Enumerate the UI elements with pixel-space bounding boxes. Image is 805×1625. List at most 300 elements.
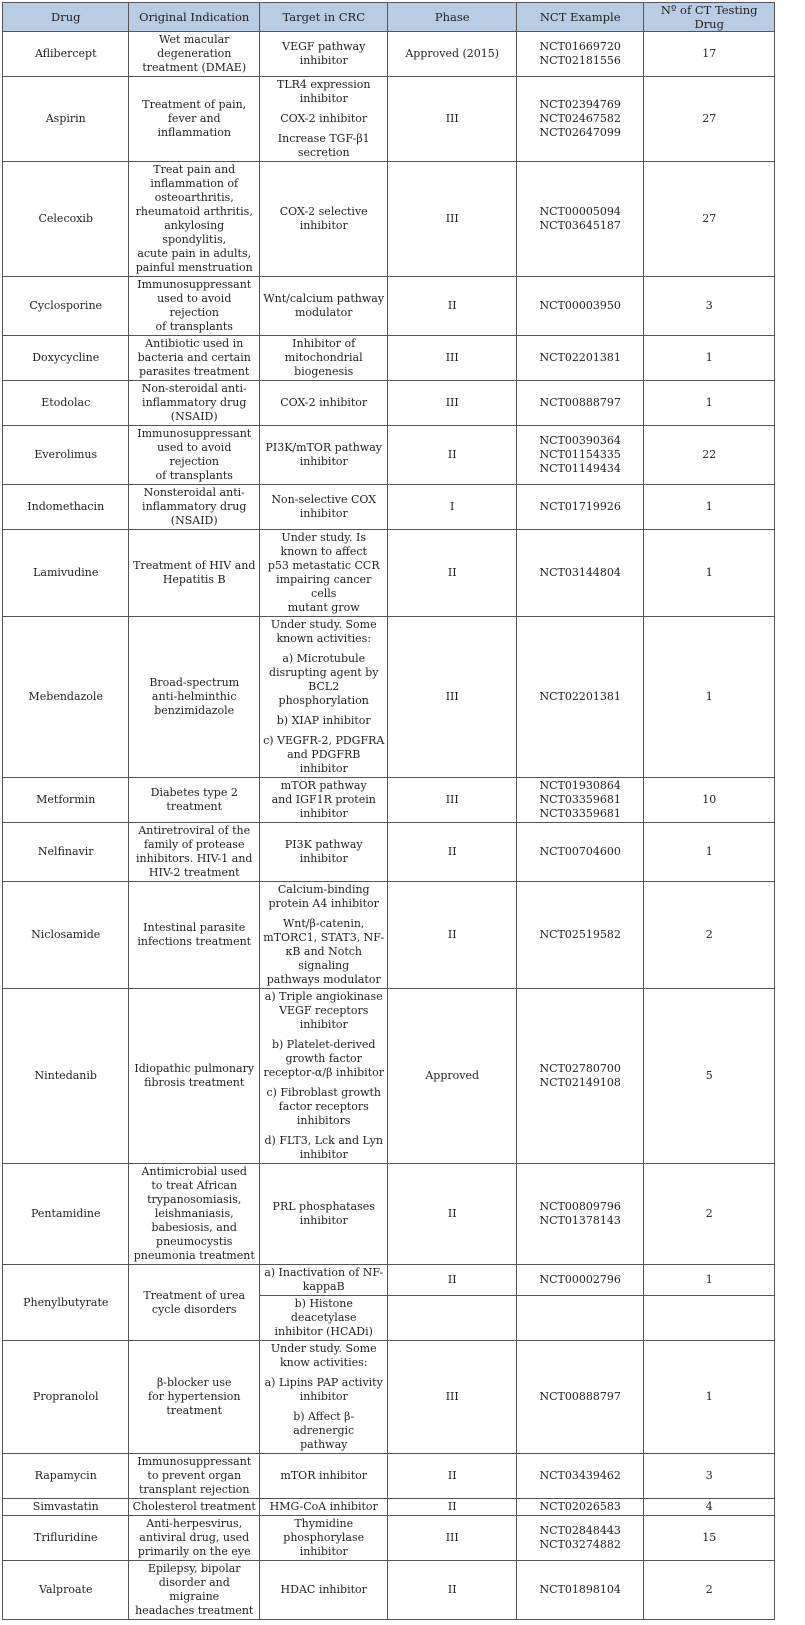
table-row xyxy=(3,336,775,381)
drug-cell: Trifluridine xyxy=(3,1516,129,1561)
cell-line: mutant grow xyxy=(287,601,360,614)
cell-line: Antibiotic used in xyxy=(145,337,244,350)
table-row xyxy=(3,162,775,277)
drug-cell: Phenylbutyrate xyxy=(3,1265,129,1341)
cell-line: Intestinal parasite xyxy=(143,921,246,934)
target-cell xyxy=(259,336,387,381)
table-row xyxy=(3,32,775,77)
nct-cell xyxy=(516,617,643,778)
indication-cell xyxy=(129,77,260,162)
phase-cell: III xyxy=(388,617,516,778)
count-cell: 27 xyxy=(644,77,775,162)
nct-cell xyxy=(516,277,643,336)
nct-cell xyxy=(516,1454,643,1499)
table-row xyxy=(3,530,775,617)
cell-line: (NSAID) xyxy=(170,410,218,423)
cell-line: NCT02201381 xyxy=(539,690,621,703)
target-paragraph xyxy=(263,734,384,776)
cell-line: (NSAID) xyxy=(170,514,218,527)
cell-line: for hypertension xyxy=(148,1390,241,1403)
table-row xyxy=(3,426,775,485)
indication-cell xyxy=(129,1265,260,1341)
drug-cell: Doxycycline xyxy=(3,336,129,381)
cell-line: inhibitors. HIV-1 and xyxy=(135,852,253,865)
cell-line: COX-2 inhibitor xyxy=(280,396,368,409)
cell-line: NCT03144804 xyxy=(539,566,621,579)
target-paragraph xyxy=(263,883,384,911)
nct-cell xyxy=(516,823,643,882)
cell-line: Antimicrobial used xyxy=(141,1165,247,1178)
phase-cell: III xyxy=(388,381,516,426)
count-cell: 2 xyxy=(644,1164,775,1265)
header-row xyxy=(3,3,775,32)
drug-cell: Everolimus xyxy=(3,426,129,485)
cell-line: protein A4 inhibitor xyxy=(268,897,379,910)
target-paragraph xyxy=(263,396,384,410)
cell-line: infections treatment xyxy=(137,935,252,948)
cell-line: parasites treatment xyxy=(139,365,250,378)
cell-line: and PDGFRB inhibitor xyxy=(287,748,361,775)
cell-line: TLR4 expression xyxy=(276,78,371,91)
phase-cell-empty xyxy=(388,1296,516,1341)
table-row xyxy=(3,277,775,336)
cell-line: osteoarthritis, xyxy=(154,191,234,204)
target-cell xyxy=(259,530,387,617)
phase-cell: III xyxy=(388,778,516,823)
cell-line: HIV-2 treatment xyxy=(148,866,240,879)
nct-cell xyxy=(516,530,643,617)
cell-line: inflammation of xyxy=(150,177,239,190)
cell-line: family of protease xyxy=(143,838,245,851)
target-paragraph xyxy=(263,1469,384,1483)
nct-cell xyxy=(516,778,643,823)
phase-cell: II xyxy=(388,823,516,882)
count-cell: 1 xyxy=(644,336,775,381)
cell-line: VEGF receptors xyxy=(279,1004,369,1017)
table-row xyxy=(3,1499,775,1516)
target-paragraph xyxy=(263,1038,384,1080)
table-row xyxy=(3,823,775,882)
cell-line: NCT00809796 xyxy=(539,1200,621,1213)
header-nct-example: NCT Example xyxy=(516,3,643,32)
phase-cell: II xyxy=(388,426,516,485)
target-paragraph xyxy=(263,78,384,106)
cell-line: inhibitor xyxy=(299,1545,348,1558)
target-cell xyxy=(259,426,387,485)
cell-line: Anti-herpesvirus, xyxy=(146,1517,243,1530)
cell-line: Immunosuppressant xyxy=(137,1455,252,1468)
cell-line: inhibitor xyxy=(299,92,348,105)
nct-cell xyxy=(516,989,643,1164)
nct-cell-empty xyxy=(516,1296,643,1341)
drug-cell: Nintedanib xyxy=(3,989,129,1164)
target-cell xyxy=(259,162,387,277)
cell-line: Antiretroviral of the xyxy=(138,824,251,837)
cell-line: inhibitor (HCADi) xyxy=(274,1325,373,1338)
cell-line: inflammatory drug xyxy=(142,500,247,513)
phase-cell: II xyxy=(388,1561,516,1620)
cell-line: disrupting agent by xyxy=(268,666,379,679)
count-cell: 27 xyxy=(644,162,775,277)
table-row xyxy=(3,77,775,162)
target-paragraph xyxy=(263,618,384,646)
cell-line: VEGF pathway xyxy=(282,40,366,53)
phase-cell: Approved xyxy=(388,989,516,1164)
cell-line: PI3K pathway inhibitor xyxy=(284,838,363,865)
drug-cell: Valproate xyxy=(3,1561,129,1620)
drug-cell: Simvastatin xyxy=(3,1499,129,1516)
cell-line: NCT01898104 xyxy=(539,1583,621,1596)
cell-line: mTOR pathway xyxy=(280,779,367,792)
target-cell xyxy=(259,1561,387,1620)
nct-cell xyxy=(516,1561,643,1620)
cell-line: d) FLT3, Lck and Lyn xyxy=(264,1134,383,1147)
cell-line: pneumonia treatment xyxy=(133,1249,255,1262)
cell-line: NCT02394769 xyxy=(539,98,621,111)
cell-line: phosphorylase xyxy=(283,1531,365,1544)
target-paragraph xyxy=(263,112,384,126)
cell-line: known activities: xyxy=(276,632,371,645)
target-paragraph xyxy=(263,493,384,521)
target-cell xyxy=(259,617,387,778)
cell-line: Idiopathic pulmonary xyxy=(134,1062,255,1075)
count-cell: 4 xyxy=(644,1499,775,1516)
drug-cell: Pentamidine xyxy=(3,1164,129,1265)
cell-line: COX-2 inhibitor xyxy=(280,112,368,125)
cell-line: NCT01719926 xyxy=(539,500,621,513)
cell-line: used to avoid rejection xyxy=(157,441,232,468)
cell-line: inflammatory drug xyxy=(142,396,247,409)
target-cell xyxy=(259,1516,387,1561)
cell-line: inhibitor xyxy=(299,54,348,67)
phase-cell: II xyxy=(388,1454,516,1499)
target-paragraph xyxy=(263,132,384,160)
target-paragraph xyxy=(263,1500,384,1514)
cell-line: COX-2 selective xyxy=(279,205,368,218)
cell-line: ankylosing spondylitis, xyxy=(162,219,227,246)
count-cell: 1 xyxy=(644,617,775,778)
target-cell xyxy=(259,1341,387,1454)
nct-cell: NCT00002796 xyxy=(516,1265,643,1296)
header-original-indication: Original Indication xyxy=(129,3,260,32)
cell-line: inhibitor xyxy=(299,1018,348,1031)
cell-line: of transplants xyxy=(155,469,233,482)
cell-line: Nonsteroidal anti- xyxy=(143,486,245,499)
cell-line: mitochondrial xyxy=(284,351,363,364)
cell-line: p53 metastatic CCR xyxy=(267,559,380,572)
target-cell xyxy=(259,32,387,77)
nct-cell xyxy=(516,336,643,381)
drug-cell: Metformin xyxy=(3,778,129,823)
target-cell xyxy=(259,1499,387,1516)
cell-line: HMG-CoA inhibitor xyxy=(269,1500,378,1513)
cell-line: inhibitor xyxy=(299,1214,348,1227)
target-paragraph xyxy=(263,714,384,728)
cell-line: factor receptors xyxy=(278,1100,369,1113)
cell-line: Under study. Some xyxy=(270,618,377,631)
cell-line: NCT02780700 xyxy=(539,1062,621,1075)
cell-line: b) Affect β-adrenergic xyxy=(293,1410,355,1437)
cell-line: NCT00005094 xyxy=(539,205,621,218)
cell-line: disorder and migraine xyxy=(158,1576,230,1603)
phase-cell: I xyxy=(388,485,516,530)
table-row xyxy=(3,381,775,426)
indication-cell xyxy=(129,617,260,778)
cell-line: modulator xyxy=(294,306,353,319)
cell-line: Wnt/β-catenin, xyxy=(283,917,365,930)
indication-cell xyxy=(129,336,260,381)
target-paragraph xyxy=(263,292,384,320)
count-cell: 3 xyxy=(644,1454,775,1499)
cell-line: fibrosis treatment xyxy=(144,1076,245,1089)
target-cell xyxy=(259,823,387,882)
cell-line: NCT03439462 xyxy=(539,1469,621,1482)
indication-cell xyxy=(129,1454,260,1499)
drug-cell: Cyclosporine xyxy=(3,277,129,336)
cell-line: NCT00003950 xyxy=(539,299,621,312)
count-cell: 1 xyxy=(644,823,775,882)
cell-line: b) Platelet-derived xyxy=(271,1038,376,1051)
cell-line: Cholesterol treatment xyxy=(132,1500,256,1513)
cell-line: NCT01149434 xyxy=(539,462,621,475)
nct-cell xyxy=(516,485,643,530)
cell-line: NCT03274882 xyxy=(539,1538,621,1551)
drug-cell: Rapamycin xyxy=(3,1454,129,1499)
indication-cell xyxy=(129,989,260,1164)
cell-line: κB and Notch signaling xyxy=(285,945,362,972)
cell-line: NCT01669720 xyxy=(539,40,621,53)
count-cell-empty xyxy=(644,1296,775,1341)
indication-cell xyxy=(129,778,260,823)
phase-cell: III xyxy=(388,1341,516,1454)
count-cell: 1 xyxy=(644,485,775,530)
cell-line: c) Fibroblast growth xyxy=(266,1086,381,1099)
table-row xyxy=(3,989,775,1164)
target-cell xyxy=(259,485,387,530)
cell-line: PI3K/mTOR pathway xyxy=(265,441,382,454)
cell-line: Treat pain and xyxy=(153,163,236,176)
cell-line: known to affect xyxy=(280,545,367,558)
count-cell: 10 xyxy=(644,778,775,823)
target-paragraph xyxy=(263,1134,384,1162)
indication-cell xyxy=(129,1561,260,1620)
target-paragraph xyxy=(263,1342,384,1370)
phase-cell: III xyxy=(388,77,516,162)
cell-line: cycle disorders xyxy=(151,1302,237,1316)
cell-line: to treat African xyxy=(151,1179,238,1192)
indication-cell xyxy=(129,882,260,989)
indication-cell xyxy=(129,162,260,277)
cell-line: degeneration xyxy=(157,47,232,60)
count-cell: 1 xyxy=(644,1341,775,1454)
cell-line: a) Lipins PAP activity xyxy=(264,1376,383,1389)
cell-line: mTORC1, STAT3, NF- xyxy=(263,931,385,944)
target-paragraph xyxy=(263,1376,384,1404)
cell-line: treatment (DMAE) xyxy=(142,61,247,74)
drug-table xyxy=(2,2,775,1620)
target-cell xyxy=(259,989,387,1164)
cell-line: NCT02181556 xyxy=(539,54,621,67)
cell-line: headaches treatment xyxy=(135,1604,254,1617)
header-target-in-crc: Target in CRC xyxy=(259,3,387,32)
cell-line: trypanosomiasis, xyxy=(147,1193,242,1206)
table-body-phenylbutyrate xyxy=(3,1265,775,1341)
cell-line: treatment xyxy=(166,1404,223,1417)
cell-line: NCT02848443 xyxy=(539,1524,621,1537)
indication-cell xyxy=(129,485,260,530)
table-row xyxy=(3,1164,775,1265)
cell-line: Increase TGF-β1 xyxy=(277,132,370,145)
cell-line: Inhibitor of xyxy=(292,337,356,350)
nct-cell xyxy=(516,1341,643,1454)
indication-cell xyxy=(129,32,260,77)
target-paragraph xyxy=(263,779,384,821)
cell-line: rheumatoid arthritis, xyxy=(135,205,253,218)
phase-cell: III xyxy=(388,336,516,381)
cell-line: pathways modulator xyxy=(266,973,381,986)
cell-line: NCT00704600 xyxy=(539,845,621,858)
cell-line: Non-steroidal anti- xyxy=(141,382,247,395)
cell-line: and IGF1R protein xyxy=(271,793,376,806)
cell-line: PRL phosphatases xyxy=(272,1200,375,1213)
nct-cell xyxy=(516,1516,643,1561)
cell-line: inhibitor xyxy=(299,1390,348,1403)
drug-cell: Lamivudine xyxy=(3,530,129,617)
header-drug: Drug xyxy=(3,3,129,32)
table-row xyxy=(3,1265,775,1296)
phase-cell: II xyxy=(388,530,516,617)
cell-line: β-blocker use xyxy=(156,1376,232,1389)
cell-line: to prevent organ xyxy=(147,1469,242,1482)
phase-cell: Approved (2015) xyxy=(388,32,516,77)
cell-line: b) Histone deacetylase xyxy=(290,1297,357,1324)
indication-cell xyxy=(129,1341,260,1454)
cell-line: NCT02467582 xyxy=(539,112,621,125)
cell-line: NCT02519582 xyxy=(539,928,621,941)
target-cell xyxy=(259,277,387,336)
phase-cell: III xyxy=(388,1516,516,1561)
nct-cell xyxy=(516,32,643,77)
target-paragraph xyxy=(263,1200,384,1228)
indication-cell xyxy=(129,1499,260,1516)
target-cell xyxy=(259,381,387,426)
cell-line: receptor-α/β inhibitor xyxy=(263,1066,384,1079)
cell-line: Treatment of urea xyxy=(143,1288,246,1302)
header-phase: Phase xyxy=(388,3,516,32)
cell-line: leishmaniasis, xyxy=(154,1207,234,1220)
cell-line: Immunosuppressant xyxy=(137,427,252,440)
cell-line: babesiosis, and xyxy=(151,1221,237,1234)
nct-cell xyxy=(516,1164,643,1265)
cell-line: inhibitor xyxy=(299,455,348,468)
cell-line: Broad-spectrum xyxy=(149,676,240,689)
target-paragraph xyxy=(263,917,384,987)
phase-cell: III xyxy=(388,162,516,277)
indication-cell xyxy=(129,1164,260,1265)
nct-cell xyxy=(516,162,643,277)
cell-line: anti-helminthic xyxy=(151,690,237,703)
cell-line: inhibitor xyxy=(299,1148,348,1161)
target-paragraph xyxy=(263,1583,384,1597)
cell-line: acute pain in adults, xyxy=(137,247,252,260)
count-cell: 17 xyxy=(644,32,775,77)
cell-line: NCT01378143 xyxy=(539,1214,621,1227)
indication-cell xyxy=(129,1516,260,1561)
cell-line: inhibitors xyxy=(296,1114,351,1127)
target-paragraph xyxy=(263,1086,384,1128)
cell-line: kappaB xyxy=(302,1280,345,1293)
table-row xyxy=(3,882,775,989)
table-row xyxy=(3,1516,775,1561)
table-row xyxy=(3,1454,775,1499)
indication-cell xyxy=(129,823,260,882)
cell-line: NCT03645187 xyxy=(539,219,621,232)
count-cell: 3 xyxy=(644,277,775,336)
drug-cell: Aspirin xyxy=(3,77,129,162)
cell-line: secretion xyxy=(297,146,350,159)
indication-cell xyxy=(129,277,260,336)
cell-line: a) Inactivation of NF- xyxy=(264,1266,384,1279)
cell-line: Non-selective COX xyxy=(271,493,377,506)
drug-cell: Aflibercept xyxy=(3,32,129,77)
cell-line: treatment xyxy=(166,800,223,813)
cell-line: know activities: xyxy=(279,1356,368,1369)
nct-cell xyxy=(516,426,643,485)
phase-cell: II xyxy=(388,1265,516,1296)
count-cell: 5 xyxy=(644,989,775,1164)
drug-cell: Mebendazole xyxy=(3,617,129,778)
target-cell xyxy=(259,77,387,162)
cell-line: b) XIAP inhibitor xyxy=(276,714,371,727)
target-paragraph xyxy=(263,205,384,233)
drug-cell: Celecoxib xyxy=(3,162,129,277)
cell-line: inhibitor xyxy=(299,219,348,232)
cell-line: c) VEGFR-2, PDGFRA xyxy=(263,734,385,747)
cell-line: benzimidazole xyxy=(154,704,235,717)
count-cell: 15 xyxy=(644,1516,775,1561)
count-cell: 2 xyxy=(644,882,775,989)
count-cell: 1 xyxy=(644,1265,775,1296)
cell-line: bacteria and certain xyxy=(137,351,251,364)
cell-line: Calcium-binding xyxy=(277,883,370,896)
table-row xyxy=(3,1341,775,1454)
drug-cell: Niclosamide xyxy=(3,882,129,989)
target-cell xyxy=(259,882,387,989)
cell-line: impairing cancer cells xyxy=(276,573,372,600)
phase-cell: II xyxy=(388,1499,516,1516)
target-paragraph xyxy=(263,1517,384,1559)
indication-cell xyxy=(129,426,260,485)
phase-cell: II xyxy=(388,882,516,989)
indication-cell xyxy=(129,381,260,426)
phase-cell: II xyxy=(388,277,516,336)
cell-line: Epilepsy, bipolar xyxy=(147,1562,241,1575)
phase-cell: II xyxy=(388,1164,516,1265)
cell-line: used to avoid rejection xyxy=(157,292,232,319)
cell-line: fever and inflammation xyxy=(157,112,232,139)
cell-line: antiviral drug, used xyxy=(139,1531,250,1544)
cell-line: Hepatitis B xyxy=(162,573,226,586)
nct-cell xyxy=(516,1499,643,1516)
target-paragraph xyxy=(263,990,384,1032)
cell-line: NCT03359681 xyxy=(539,807,621,820)
cell-line: NCT02026583 xyxy=(539,1500,621,1513)
count-cell: 1 xyxy=(644,381,775,426)
table-row xyxy=(3,485,775,530)
cell-line: HDAC inhibitor xyxy=(280,1583,367,1596)
count-cell: 1 xyxy=(644,530,775,617)
cell-line: Immunosuppressant xyxy=(137,278,252,291)
